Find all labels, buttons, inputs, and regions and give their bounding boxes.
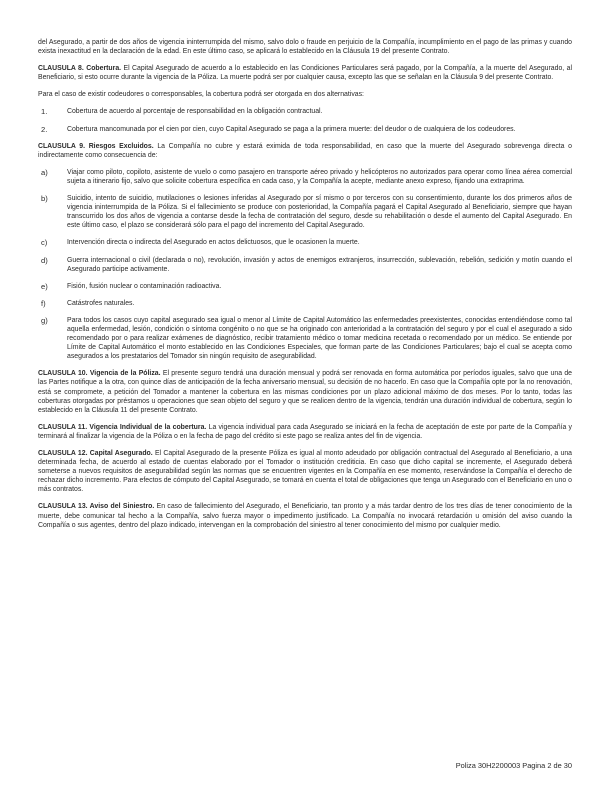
list-item-marker: b) <box>41 194 48 204</box>
clause-9-title: CLAUSULA 9. Riesgos Excluidos. <box>38 142 154 150</box>
clause-10-text: El presente seguro tendrá una duración mensual y podrá ser renovada en forma automática por períodos iguales, salvo que una de las Partes notifique a la otra, con quince días de anticipación de la fecha aniversario mensual, su decisión de no hacerlo. En caso que la Compañía opte por la no renovación, está se compromete, a petición del Tomador a mantener la cobertura en las mismas condiciones por un plazo adicional máximo de dos meses. Por lo tanto, todas las coberturas otorgadas por préstamos u operaciones que sean objeto del seguro y que se realicen dentro de la vigencia, tendrán una duración individual de cobertura, según lo establecido en la Cláusula 11 del presente Contrato. <box>38 370 572 414</box>
clause-11-title: CLAUSULA 11. Vigencia Individual de la cobertura. <box>38 423 207 431</box>
clause-13-paragraph <box>38 502 572 529</box>
continuation-paragraph: del Asegurado, a partir de dos años de vigencia ininterrumpida del mismo, salvo dolo o fraude en perjuicio de la Compañía, incumplimiento en el pago de las primas y cuando exista inexactitud en la declaración de la edad. En este último caso, se aplicará lo establecido en la Cláusula 19 del presente Contrato. <box>38 39 572 56</box>
list-item-marker: g) <box>41 315 48 325</box>
document-page <box>38 38 572 778</box>
list-item-marker: 2. <box>41 124 48 134</box>
list-item-text: Suicidio, intento de suicidio, mutilaciones o lesiones inferidas al Asegurado por sí mismo o por terceros con su consentimiento, durante los dos primeros años de vigencia ininterrumpida de la Póliza. Si el fallecimiento se produce con posterioridad, la Compañía pagará el Capital Asegurado al Beneficiario, siempre que hayan transcurrido los dos años de vigencia a contarse desde la fecha de contratación del seguro, desde su rehabilitación o desde el aumento del Capital Asegurado. En este último caso, el plazo se considerará sólo para el pago del incremento del Capital Asegurado. <box>67 195 572 230</box>
clause-12-text: El Capital Asegurado de la presente Póliza es igual al monto adeudado por obligación contractual del Asegurado al Beneficiario, a una determinada fecha, de acuerdo al estado de cuentas elaborado por el Tomador o institución crediticia. En caso que dicho capital se incremente, el Asegurado deberá someterse a nuevos requisitos de asegurabilidad según las normas que se encuentren vigentes en la Compañía en ese momento, reservándose la Compañía el derecho de rechazar dicho incremento. Para efectos de cómputo del Capital Asegurado, se tomará en cuenta el total de obligaciones que tenga un Asegurado con el Beneficiario en uno o más contratos. <box>38 450 572 494</box>
list-item <box>38 316 572 361</box>
list-item-marker: 1. <box>41 107 48 117</box>
list-item-text: Intervención directa o indirecta del Asegurado en actos delictuosos, que le ocasionen la muerte. <box>67 239 360 247</box>
clause-8-paragraph <box>38 64 572 82</box>
clause-9-text: La Compañía no cubre y estará eximida de toda responsabilidad, en caso que la muerte del Asegurado sobrevenga directa o indirectamente como consecuencia de: <box>38 142 572 159</box>
clause-10-title: CLAUSULA 10. Vigencia de la Póliza. <box>38 370 161 378</box>
list-item-text: Para todos los casos cuyo capital asegurado sea igual o menor al Límite de Capital Automático las enfermedades preexistentes, conocidas entendiéndose como tal aquella enfermedad, lesión, condición o síntoma congénito o no que se ha originado con anterioridad a la contratación del seguro y por el cual el asegurado a sido recomendado por o para realizar exámenes de diagnóstico, recibir tratamiento médico o tomar medicina recetada o recomendado por un médico. Se entiende por Límite de Capital Automático el monto establecido en las Condiciones Especiales, que forman parte de las Condiciones Particulares; bajo el cual se acepta como asegurados a los prestatarios del Tomador sin ningún requisito de asegurabilidad. <box>67 316 572 361</box>
list-item <box>38 282 572 291</box>
list-item-text: Guerra internacional o civil (declarada o no), revolución, invasión y actos de enemigos extranjeros, insurrección, sublevación, rebelión, sedición y motín cuando el Asegurado participe activamente. <box>67 256 572 273</box>
page-number: Pagina 2 de 30 <box>522 761 572 770</box>
list-item-text: Catástrofes naturales. <box>67 299 135 307</box>
clause-12-paragraph <box>38 449 572 494</box>
list-item <box>38 125 572 134</box>
list-item <box>38 194 572 230</box>
list-item-marker: e) <box>41 281 48 291</box>
page-footer <box>456 761 572 770</box>
list-item-text: Fisión, fusión nuclear o contaminación radioactiva. <box>67 282 222 290</box>
list-item-text: Viajar como piloto, copiloto, asistente de vuelo o como pasajero en transporte aéreo privado y helicópteros no autorizados para operar como línea aérea comercial sujeta a itinerario fijo, salvo que solicite cobertura específica en cada caso, y la Compañía la acepte, mediante anexo expreso, fijando una extraprima. <box>67 168 572 185</box>
clause-11-text: La vigencia individual para cada Asegurado se iniciará en la fecha de aceptación de este por parte de la Compañía y terminará al finalizar la vigencia de la Póliza o en la fecha de pago del crédito si este pago se realiza antes del fin de vigencia. <box>38 423 572 440</box>
list-item-text: Cobertura de acuerdo al porcentaje de responsabilidad en la obligación contractual. <box>67 108 323 116</box>
policy-number: Poliza 30H2200003 <box>455 761 521 770</box>
list-item-text: Cobertura mancomunada por el cien por cien, cuyo Capital Asegurado se paga a la primera muerte: del deudor o de cualquiera de los codeudores. <box>67 125 516 133</box>
clause-11-paragraph <box>38 423 572 441</box>
list-item <box>38 299 572 308</box>
clause-13-text: En caso de fallecimiento del Asegurado, el Beneficiario, tan pronto y a más tardar dentro de los tres días de tener conocimiento de la muerte, debe comunicar tal hecho a la Compañía, salvo fuerza mayor o impedimento justificado. La Compañía no invocará retardación u omisión del aviso cuando la Compañía o sus agentes, dentro del plazo indicado, intervengan en la comprobación del siniestro al tener conocimiento del mismo por cualquier medio. <box>38 503 572 529</box>
list-item <box>38 168 572 186</box>
clause-8-title: CLAUSULA 8. Cobertura. <box>38 65 122 73</box>
clause-9-paragraph <box>38 142 572 160</box>
list-item-marker: f) <box>41 298 46 308</box>
list-item <box>38 238 572 247</box>
list-item <box>38 107 572 116</box>
list-item-marker: d) <box>41 255 48 265</box>
list-item <box>38 256 572 274</box>
clause-8-intro: Para el caso de existir codeudores o corresponsables, la cobertura podrá ser otorgada en dos alternativas: <box>38 91 364 99</box>
clause-12-title: CLAUSULA 12. Capital Asegurado. <box>38 450 153 457</box>
list-item-marker: a) <box>41 167 48 177</box>
clause-13-title: CLAUSULA 13. Aviso del Siniestro. <box>38 503 155 511</box>
list-item-marker: c) <box>41 238 48 248</box>
clause-8-text: El Capital Asegurado de acuerdo a lo establecido en las Condiciones Particulares será pagado, por la Compañía, a la muerte del Asegurado, al Beneficiario, si esto ocurre durante la vigencia de la Póliza. La muerte podrá ser por cualquier causa, excepto las que se señalan en la Cláusula 9 del presente Contrato. <box>38 65 572 82</box>
clause-10-paragraph <box>38 369 572 414</box>
